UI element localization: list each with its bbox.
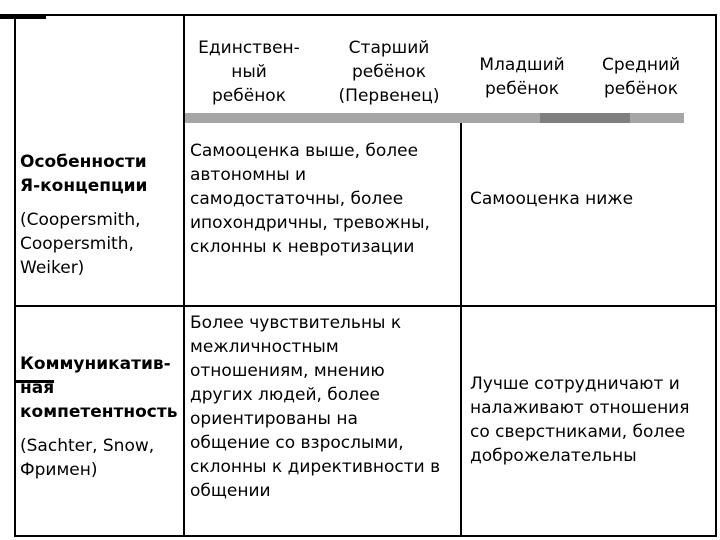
row-self-concept-title: Особенности Я-концепции	[20, 152, 148, 196]
row-communicative-youngest: Лучше сотрудничают и налаживают отношения со сверстниками, более доброжелательны	[470, 374, 690, 466]
row-self-concept-sources: (Coopersmith, Coopersmith, Weiker)	[20, 210, 141, 278]
header-middle-child: Средний ребёнок	[601, 55, 681, 99]
row-communicative-eldest: Более чувствительны к межличностным отношениям, мнению других людей, более ориентированы на общение со взрослыми, склонны к директивности в общении	[190, 313, 441, 501]
header-eldest-child: Старший ребёнок (Первенец)	[338, 38, 440, 106]
row-divider	[14, 305, 717, 307]
header-only-child: Единствен- ный ребёнок	[198, 38, 300, 106]
row-communicative-sources: (Sachter, Snow, Фримен)	[20, 436, 155, 480]
row-self-concept-eldest: Самооценка выше, более автономны и самодостаточны, более ипохондричны, тревожны, склонны к невротизации	[190, 141, 430, 257]
header-bar-accent	[540, 113, 630, 123]
row-self-concept-youngest: Самооценка ниже	[470, 189, 634, 209]
row-communicative-title: Коммуникатив- ная компетентность	[20, 354, 178, 422]
header-youngest-child: Младший ребёнок	[479, 55, 565, 99]
